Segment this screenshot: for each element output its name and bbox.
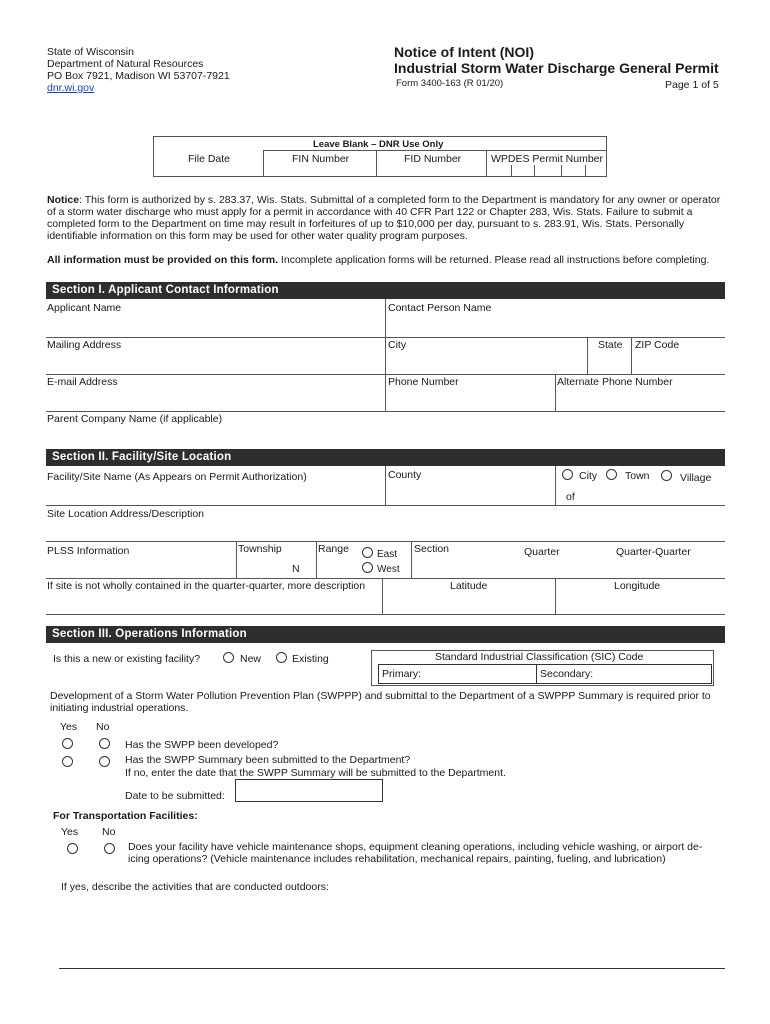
latitude-label: Latitude xyxy=(450,580,488,592)
agency-line-2: Department of Natural Resources xyxy=(47,58,204,70)
swpp-submitted-question: Has the SWPP Summary been submitted to the Department? xyxy=(125,754,411,766)
info-paragraph xyxy=(47,254,722,266)
longitude-field[interactable] xyxy=(558,593,724,613)
range-label: Range xyxy=(318,543,349,555)
municipality-village-radio[interactable] xyxy=(661,470,672,481)
municipality-town-radio[interactable] xyxy=(606,469,617,480)
new-facility-label: New xyxy=(240,653,262,665)
more-description-field[interactable] xyxy=(47,593,379,613)
applicant-name-label: Applicant Name xyxy=(47,302,122,314)
swpp-developed-question: Has the SWPP been developed? xyxy=(125,739,279,751)
site-address-label: Site Location Address/Description xyxy=(47,508,205,520)
township-field[interactable] xyxy=(238,556,288,576)
municipality-city-radio[interactable] xyxy=(562,469,573,480)
zip-label: ZIP Code xyxy=(635,339,680,351)
new-existing-question: Is this a new or existing facility? xyxy=(53,653,201,665)
dnr-fin-number-label: FIN Number xyxy=(292,153,350,165)
state-field[interactable] xyxy=(590,352,630,373)
form-subtitle: Industrial Storm Water Discharge General Permit xyxy=(394,60,719,76)
township-label: Township xyxy=(238,543,282,555)
latitude-field[interactable] xyxy=(386,593,554,613)
range-east-radio[interactable] xyxy=(362,547,373,558)
email-field[interactable] xyxy=(47,389,385,410)
swpp-submitted-subtext: If no, enter the date that the SWPP Summary will be submitted to the Department. xyxy=(125,767,506,779)
range-field[interactable] xyxy=(318,556,358,576)
city-label: City xyxy=(388,339,407,351)
swppp-no-header: No xyxy=(96,721,110,733)
swpp-submitted-no-radio[interactable] xyxy=(99,756,110,767)
vehicle-maintenance-yes-radio[interactable] xyxy=(67,843,78,854)
parent-company-label: Parent Company Name (if applicable) xyxy=(47,413,223,425)
quarter-label: Quarter xyxy=(524,546,560,558)
municipality-of-label: of xyxy=(566,491,575,503)
range-east-label: East xyxy=(377,549,398,560)
outdoor-activities-field[interactable] xyxy=(61,894,723,968)
mailing-address-label: Mailing Address xyxy=(47,339,122,351)
form-number: Form 3400-163 (R 01/20) xyxy=(396,78,504,89)
municipality-town-label: Town xyxy=(625,470,650,482)
facility-name-label: Facility/Site Name (As Appears on Permit Authorization) xyxy=(47,471,307,483)
agency-line-1: State of Wisconsin xyxy=(47,46,134,58)
quarter-quarter-select[interactable] xyxy=(605,558,715,576)
contact-person-label: Contact Person Name xyxy=(388,302,492,314)
mailing-address-field[interactable] xyxy=(47,352,385,373)
notice-label: Notice xyxy=(47,194,80,206)
outdoor-activities-label: If yes, describe the activities that are conducted outdoors: xyxy=(61,881,329,893)
new-facility-radio[interactable] xyxy=(223,652,234,663)
site-address-field[interactable] xyxy=(47,521,723,540)
dnr-fid-number-label: FID Number xyxy=(404,153,462,165)
page-number: Page 1 of 5 xyxy=(665,79,719,91)
transport-heading: For Transportation Facilities: xyxy=(53,810,198,822)
sic-heading: Standard Industrial Classification (SIC) Code xyxy=(435,651,644,663)
section-1-header: Section I. Applicant Contact Information xyxy=(46,282,725,299)
range-west-label: West xyxy=(377,564,400,575)
dnr-file-date-label: File Date xyxy=(188,153,231,165)
transport-yes-header: Yes xyxy=(61,826,79,838)
transport-no-header: No xyxy=(102,826,116,838)
date-submitted-field[interactable] xyxy=(235,779,383,802)
section-3-header: Section III. Operations Information xyxy=(46,626,725,643)
plss-label: PLSS Information xyxy=(47,545,130,557)
sic-secondary-label: Secondary: xyxy=(540,668,594,680)
longitude-label: Longitude xyxy=(614,580,661,592)
alt-phone-label: Alternate Phone Number xyxy=(557,376,673,388)
existing-facility-label: Existing xyxy=(292,653,329,665)
plss-section-field[interactable] xyxy=(414,556,464,576)
zip-field[interactable] xyxy=(635,352,724,373)
existing-facility-radio[interactable] xyxy=(276,652,287,663)
municipality-village-label: Village xyxy=(680,472,712,484)
range-west-radio[interactable] xyxy=(362,562,373,573)
county-label: County xyxy=(388,469,422,481)
township-n-label: N xyxy=(292,563,300,575)
phone-label: Phone Number xyxy=(388,376,459,388)
info-bold: All information must be provided on this form. xyxy=(47,254,279,266)
quarter-quarter-label: Quarter-Quarter xyxy=(616,546,691,558)
swpp-developed-yes-radio[interactable] xyxy=(62,738,73,749)
more-description-label: If site is not wholly contained in the quarter-quarter, more description xyxy=(47,580,366,592)
county-field[interactable] xyxy=(388,482,554,504)
applicant-name-field[interactable] xyxy=(47,315,385,336)
facility-name-field[interactable] xyxy=(47,484,385,504)
alt-phone-field[interactable] xyxy=(557,389,724,410)
contact-person-field[interactable] xyxy=(388,315,724,336)
notice-paragraph xyxy=(47,194,722,242)
vehicle-maintenance-no-radio[interactable] xyxy=(104,843,115,854)
vehicle-maintenance-question: Does your facility have vehicle maintenance shops, equipment cleaning operations, including vehicle washing, or airport de-icing operations? (Vehicle maintenance includes rehabilitation, mechanical repairs, painting, fueling, and lubrication) xyxy=(128,841,703,865)
notice-text: : This form is authorized by s. 283.37, Wis. Stats. Submittal of a completed form to the Department is mandatory for any owner or operator of a storm water discharge who must apply for a permit in accordance with 40 CFR Part 122 or Chapter 283, Wis. Stats. Failure to submit a completed form to the Department on time may result in forfeitures of up to $10,000 per day, pursuant to s. 283.91, Wis. Stats. Personally identifiable information on this form may be used for other water quality program purposes. xyxy=(47,194,721,242)
section-2-header: Section II. Facility/Site Location xyxy=(46,449,725,466)
swpp-submitted-yes-radio[interactable] xyxy=(62,756,73,767)
municipality-city-label: City xyxy=(579,470,598,482)
state-label: State xyxy=(598,339,623,351)
quarter-select[interactable] xyxy=(500,558,590,576)
section-label: Section xyxy=(414,543,450,555)
sic-primary-label: Primary: xyxy=(382,668,422,680)
swppp-yes-header: Yes xyxy=(60,721,78,733)
info-text: Incomplete application forms will be returned. Please read all instructions before completing. xyxy=(278,254,710,266)
swpp-developed-no-radio[interactable] xyxy=(99,738,110,749)
dnr-wpdes-label: WPDES Permit Number xyxy=(491,153,604,165)
phone-field[interactable] xyxy=(388,389,554,410)
dnr-use-heading: Leave Blank – DNR Use Only xyxy=(313,139,444,150)
date-submitted-label: Date to be submitted: xyxy=(125,790,225,802)
city-field[interactable] xyxy=(388,352,586,373)
swppp-paragraph: Development of a Storm Water Pollution Prevention Plan (SWPPP) and submittal to the Department of a SWPPP Summary is required prior to initiating industrial operations. xyxy=(50,690,711,714)
email-label: E-mail Address xyxy=(47,376,118,388)
agency-line-3: PO Box 7921, Madison WI 53707-7921 xyxy=(47,70,230,82)
parent-company-field[interactable] xyxy=(47,426,723,445)
form-title: Notice of Intent (NOI) xyxy=(394,44,534,60)
website-link[interactable]: dnr.wi.gov xyxy=(47,82,95,94)
municipality-name-field[interactable] xyxy=(580,488,724,504)
